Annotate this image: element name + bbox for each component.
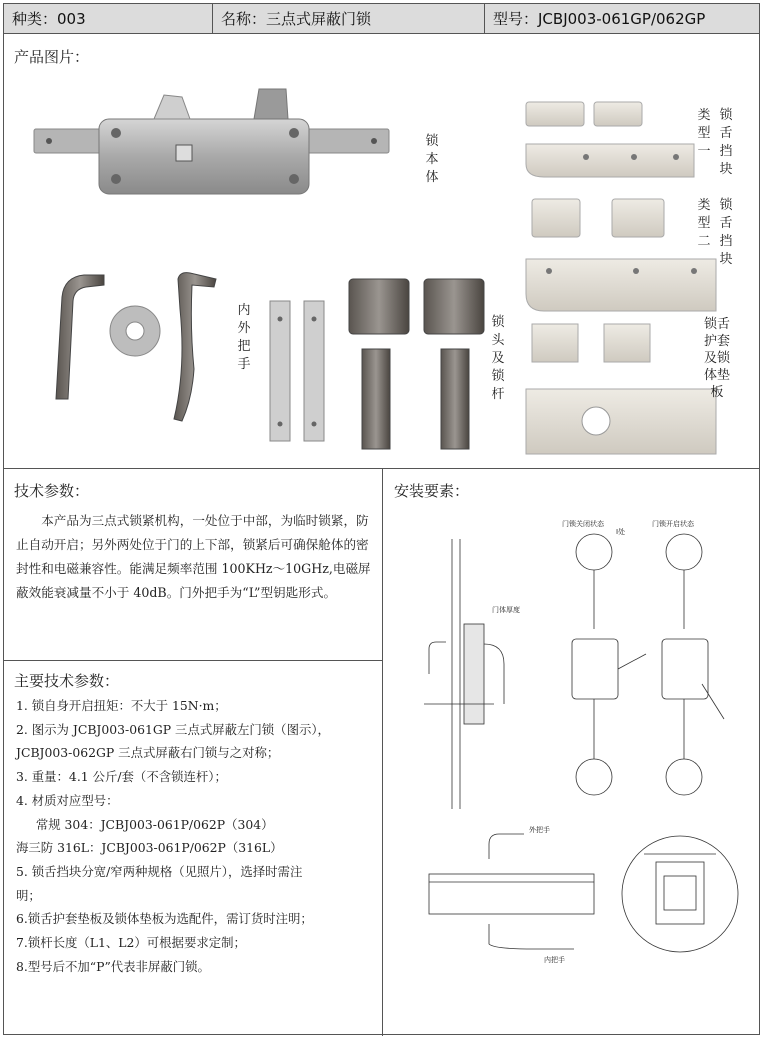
list-item: 常规 304：JCBJ003-061P/062P（304） (35, 816, 274, 832)
tongue-type2-name: 类型二 (697, 198, 711, 249)
tech-title: 技术参数： (14, 482, 90, 500)
tongue-type1-name: 类型一 (697, 108, 711, 159)
install-title: 安装要素： (394, 482, 470, 500)
list-item: 明； (16, 887, 41, 903)
divider-tech (4, 660, 382, 661)
tongue-type1-label: 锁舌挡块 (719, 108, 733, 177)
list-item: 5. 锁舌挡块分宽/窄两种规格（见照片），选择时需注 (16, 863, 303, 879)
photos-title: 产品图片： (14, 48, 90, 66)
model-cell (484, 4, 759, 34)
rods-photo (270, 301, 324, 441)
plates-photo (526, 324, 716, 454)
open-state-label: 门锁开启状态 (652, 520, 694, 528)
door-thickness-label: 门体厚度 (492, 606, 520, 614)
list-item: 7.锁杆长度（L1、L2）可根据要求定制； (16, 935, 246, 951)
main-params-list (16, 694, 378, 978)
lock-body-photo (34, 89, 389, 194)
list-item: 3. 重量：4.1 公斤/套（不含锁连杆）； (16, 769, 227, 785)
inner-handle-label: 内把手 (544, 956, 565, 964)
list-item: 6.锁舌护套垫板及锁体垫板为选配件，需订货时注明； (16, 911, 313, 927)
tongue-type2-label: 锁舌挡块 (719, 198, 733, 267)
tongue-blocks-type1-photo (526, 102, 694, 177)
list-item: 海三防 316L：JCBJ003-061P/062P（316L） (16, 840, 283, 856)
tongue-blocks-type2-photo (526, 199, 716, 311)
lock-body-label: 锁本体 (425, 134, 439, 185)
list-item: 1. 锁自身开启扭矩：不大于 15N·m； (16, 698, 227, 713)
lock-head-label: 锁头及锁杆 (491, 315, 505, 402)
model-text: 型号：JCBJ003-061GP/062GP (493, 10, 706, 28)
spec-sheet (3, 3, 760, 1035)
plates-label: 锁舌护套及锁体垫板 (703, 317, 730, 400)
divider-columns (382, 468, 383, 1036)
lock-heads-photo (349, 279, 484, 449)
outer-handle-label: 外把手 (529, 826, 550, 834)
handles-photo (56, 273, 216, 421)
install-drawing (384, 504, 756, 1034)
handles-label: 内外把手 (237, 303, 251, 372)
closed-state-label: 门锁关闭状态 (562, 520, 604, 528)
tech-paragraph: 本产品为三点式锁紧机构，一处位于中部，为临时锁紧，防止自动开启；另外两处位于门的上下部，锁紧后可确保舱体的密封性和电磁兼容性。能满足频率范围 100KHz～10GHz,电磁屏蔽效能衰减量不小于 40dB。门外把手为“L”型钥匙形式。 (16, 513, 371, 600)
name-cell (212, 4, 484, 34)
name-text: 名称：三点式屏蔽门锁 (221, 10, 372, 28)
list-item: JCBJ003-062GP 三点式屏蔽右门锁与之对称； (16, 745, 280, 761)
kind-text: 种类：003 (12, 10, 86, 28)
list-item: 8.型号后不加“P”代表非屏蔽门锁。 (16, 958, 210, 974)
kind-cell (4, 4, 212, 34)
detail-i-label: I处 (616, 528, 626, 536)
list-item: 2. 图示为 JCBJ003-061GP 三点式屏蔽左门锁（图示）， (16, 721, 330, 737)
main-params-title: 主要技术参数： (14, 672, 120, 690)
list-item: 4. 材质对应型号： (16, 792, 119, 808)
product-photos (4, 79, 759, 469)
